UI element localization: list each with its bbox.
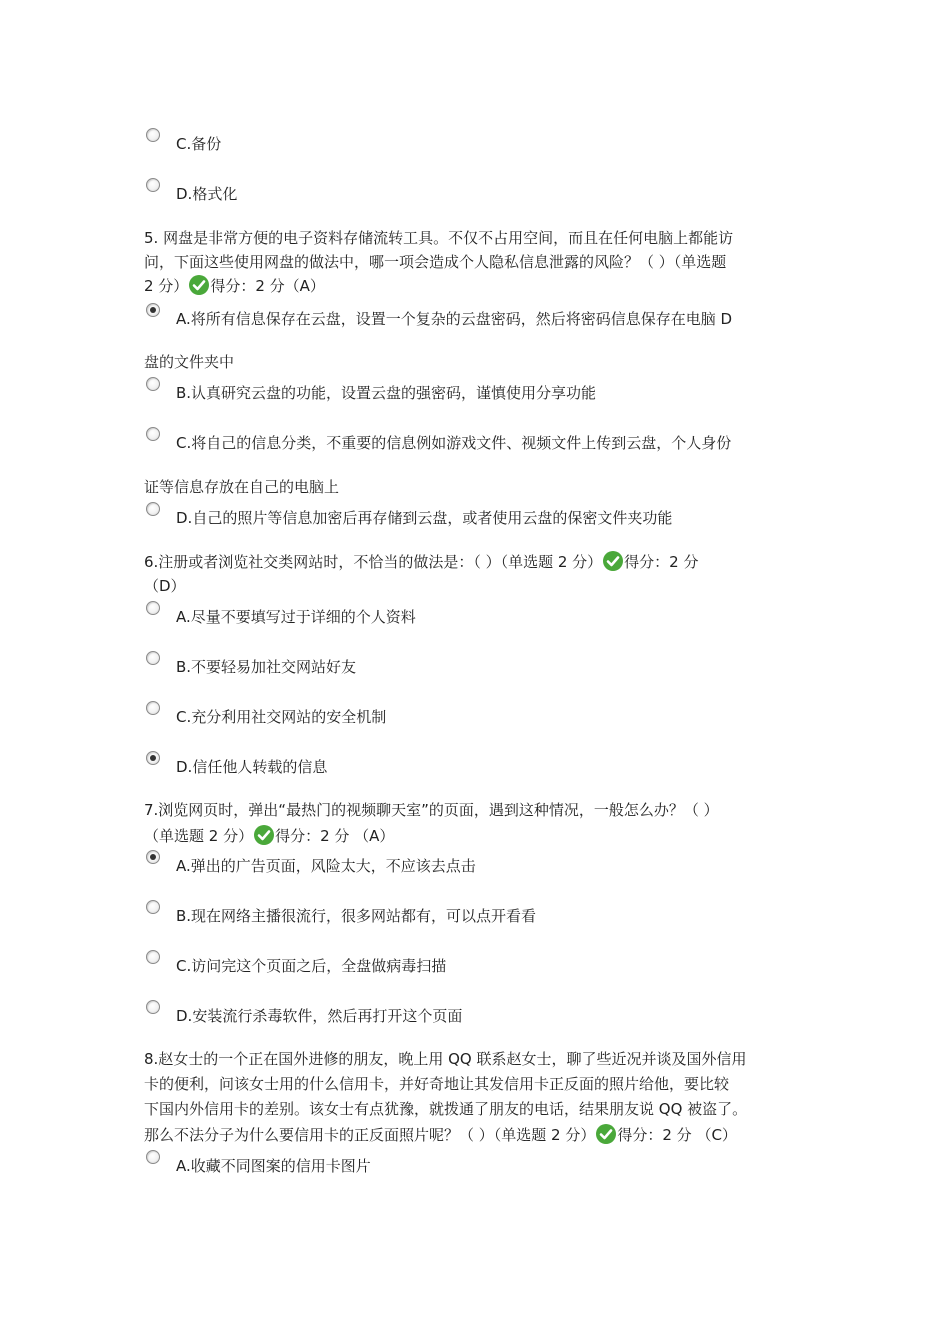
radio-q6-b[interactable] xyxy=(146,651,160,665)
question-8-line-4 xyxy=(144,1123,737,1147)
option-q5-a: A.将所有信息保存在云盘，设置一个复杂的云盘密码，然后将密码信息保存在电脑 D xyxy=(176,310,733,328)
question-6-line-2: （D） xyxy=(144,577,186,595)
check-circle-icon xyxy=(603,551,623,571)
question-8-text: 那么不法分子为什么要信用卡的正反面照片呢？（ ）（单选题 2 分） xyxy=(144,1126,596,1144)
question-8-score: 得分：2 分 （C） xyxy=(617,1126,737,1144)
check-circle-icon xyxy=(596,1124,616,1144)
option-q6-b: B.不要轻易加社交网站好友 xyxy=(176,658,357,676)
radio-q5-c[interactable] xyxy=(146,427,160,441)
option-q5-c: C.将自己的信息分类，不重要的信息例如游戏文件、视频文件上传到云盘，个人身份 xyxy=(176,434,732,452)
question-5-line-1: 5. 网盘是非常方便的电子资料存储流转工具。不仅不占用空间，而且在任何电脑上都能访 xyxy=(144,229,734,247)
radio-q6-c[interactable] xyxy=(146,701,160,715)
radio-q5-a[interactable] xyxy=(146,303,160,317)
question-6-line-1 xyxy=(144,550,698,574)
question-6-text: 6.注册或者浏览社交类网站时，不恰当的做法是：（ ）（单选题 2 分） xyxy=(144,553,603,571)
question-8-line-2: 卡的便利，问该女士用的什么信用卡，并好奇地让其发信用卡正反面的照片给他，要比较 xyxy=(144,1075,730,1093)
question-5-prefix: 2 分） xyxy=(144,277,189,295)
option-q5-c-cont: 证等信息存放在自己的电脑上 xyxy=(144,478,340,496)
radio-q4-d[interactable] xyxy=(146,178,160,192)
radio-q5-b[interactable] xyxy=(146,377,160,391)
option-q5-a-cont: 盘的文件夹中 xyxy=(144,353,235,371)
option-q8-a: A.收藏不同图案的信用卡图片 xyxy=(176,1157,371,1175)
radio-q8-a[interactable] xyxy=(146,1150,160,1164)
radio-q7-d[interactable] xyxy=(146,1000,160,1014)
option-q6-c: C.充分利用社交网站的安全机制 xyxy=(176,708,387,726)
radio-q7-a[interactable] xyxy=(146,850,160,864)
question-7-line-2 xyxy=(144,824,394,848)
question-7-score: 得分：2 分 （A） xyxy=(275,827,395,845)
option-q7-b: B.现在网络主播很流行，很多网站都有，可以点开看看 xyxy=(176,907,537,925)
question-5-score: 得分：2 分（A） xyxy=(210,277,325,295)
radio-q4-c[interactable] xyxy=(146,128,160,142)
option-q6-a: A.尽量不要填写过于详细的个人资料 xyxy=(176,608,416,626)
question-8-line-3: 下国内外信用卡的差别。该女士有点犹豫，就拨通了朋友的电话，结果朋友说 QQ 被盗了。 xyxy=(144,1100,748,1118)
question-5-line-3 xyxy=(144,274,325,298)
question-6-score: 得分：2 分 xyxy=(624,553,699,571)
option-q7-c: C.访问完这个页面之后，全盘做病毒扫描 xyxy=(176,957,447,975)
radio-q5-d[interactable] xyxy=(146,502,160,516)
option-q4-d: D.格式化 xyxy=(176,185,238,203)
radio-q6-d[interactable] xyxy=(146,751,160,765)
radio-q7-b[interactable] xyxy=(146,900,160,914)
option-q7-d: D.安装流行杀毒软件，然后再打开这个页面 xyxy=(176,1007,463,1025)
question-8-line-1: 8.赵女士的一个正在国外进修的朋友，晚上用 QQ 联系赵女士，聊了些近况并谈及国外信用 xyxy=(144,1050,747,1068)
option-q5-d: D.自己的照片等信息加密后再存储到云盘，或者使用云盘的保密文件夹功能 xyxy=(176,509,673,527)
question-5-line-2: 问，下面这些使用网盘的做法中，哪一项会造成个人隐私信息泄露的风险？（ ）（单选题 xyxy=(144,253,727,271)
check-circle-icon xyxy=(254,825,274,845)
check-circle-icon xyxy=(189,275,209,295)
radio-q7-c[interactable] xyxy=(146,950,160,964)
option-q7-a: A.弹出的广告页面，风险太大，不应该去点击 xyxy=(176,857,476,875)
option-q4-c: C.备份 xyxy=(176,135,222,153)
option-q6-d: D.信任他人转载的信息 xyxy=(176,758,328,776)
question-7-line-1: 7.浏览网页时，弹出“最热门的视频聊天室”的页面，遇到这种情况，一般怎么办？（ ） xyxy=(144,801,719,819)
option-q5-b: B.认真研究云盘的功能，设置云盘的强密码，谨慎使用分享功能 xyxy=(176,384,597,402)
question-7-type: （单选题 2 分） xyxy=(144,827,254,845)
radio-q6-a[interactable] xyxy=(146,601,160,615)
